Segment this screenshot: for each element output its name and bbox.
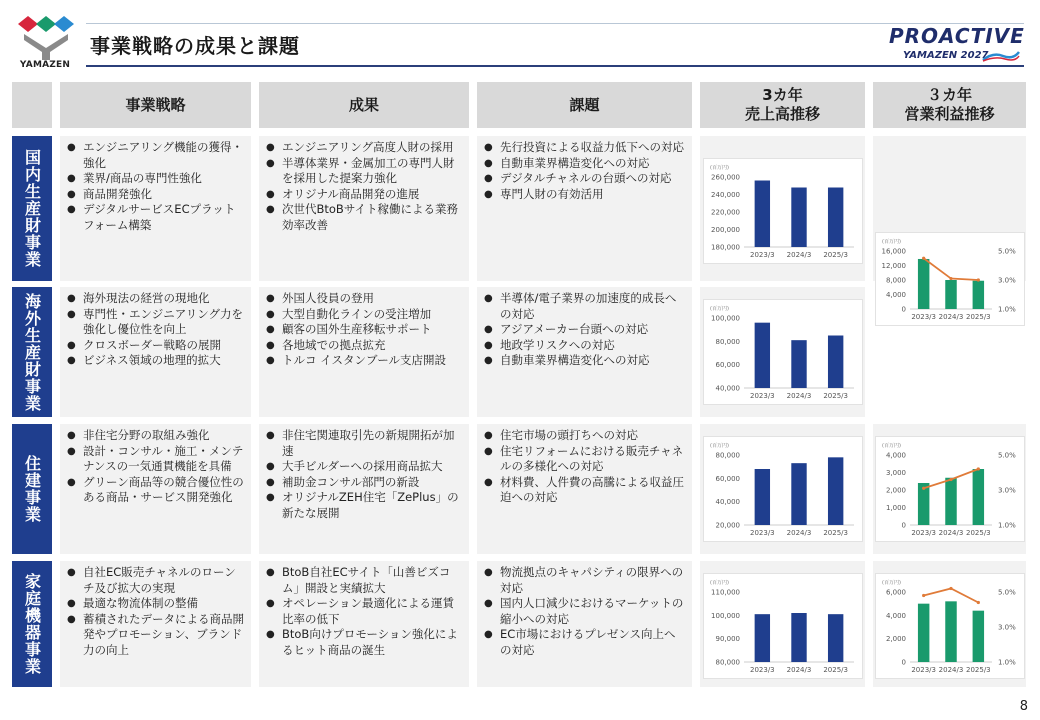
list-item: ● 補助金コンサル部門の新設	[263, 475, 463, 491]
cell-strategy	[60, 424, 251, 554]
bar	[918, 604, 929, 662]
title-rule-bottom	[86, 65, 1024, 67]
unit-label: (百万円)	[882, 443, 901, 449]
list-item: ● オリジナルZEH住宅「ZePlus」の新たな展開	[263, 490, 463, 521]
overseas-sales-chart	[704, 300, 862, 404]
column-header-sales: 3カ年 売上高推移	[700, 82, 865, 128]
brand-sub: YAMAZEN 2027	[903, 50, 989, 61]
list-item: ● 商品開発強化	[64, 187, 245, 203]
proactive-brand-logo	[885, 24, 1025, 64]
list-item: ● 専門性・エンジニアリング力を強化し優位性を向上	[64, 307, 245, 338]
y-tick-label: 16,000	[881, 247, 906, 256]
list-item: ● 蓄積されたデータによる商品開発やプロモーション、ブランド力の向上	[64, 612, 245, 659]
y-tick-label: 80,000	[715, 337, 740, 346]
rate-point	[922, 257, 925, 260]
cell-results	[259, 287, 469, 417]
wave-icon	[981, 50, 1021, 62]
bar	[918, 259, 929, 309]
bar	[791, 188, 806, 248]
list-item: ● 自動車業界構造変化への対応	[481, 156, 686, 172]
x-tick-label: 2025/3	[966, 666, 991, 674]
list-item: ● 住宅市場の頭打ちへの対応	[481, 428, 686, 444]
list-item: ● デジタルサービスECプラットフォーム構築	[64, 202, 245, 233]
y-tick-label: 90,000	[715, 635, 740, 644]
rate-point	[977, 601, 980, 604]
y-tick-label: 40,000	[715, 384, 740, 393]
rate-tick-label: 3.0%	[998, 623, 1016, 632]
cell-strategy	[60, 287, 251, 417]
list-item: ● グリーン商品等の競合優位性のある商品・サービス開発強化	[64, 475, 245, 506]
y-tick-label: 260,000	[711, 173, 740, 182]
bar	[973, 281, 984, 309]
header-corner	[12, 82, 52, 128]
column-header-issues: 課題	[477, 82, 692, 128]
list-item: ● オリジナル商品開発の進展	[263, 187, 463, 203]
x-tick-label: 2024/3	[786, 529, 812, 537]
rate-point	[977, 467, 980, 470]
list-item: ● 大手ビルダーへの採用商品拡大	[263, 459, 463, 475]
y-tick-label: 40,000	[715, 498, 740, 507]
unit-label: (百万円)	[882, 580, 901, 586]
list-item: ● 自動車業界構造変化への対応	[481, 353, 686, 369]
y-tick-label: 1,000	[885, 504, 906, 512]
list-item: ● EC市場におけるプレゼンス向上への対応	[481, 627, 686, 658]
y-tick-label: 60,000	[715, 361, 740, 370]
y-tick-label: 3,000	[885, 469, 906, 477]
list-item: ● オペレーション最適化による運賃比率の低下	[263, 596, 463, 627]
profit-chart-cell	[873, 136, 1026, 321]
bar	[945, 601, 956, 662]
sales-chart-cell	[700, 136, 865, 281]
bar	[755, 181, 770, 248]
bar	[973, 611, 984, 662]
domestic-profit-chart	[876, 233, 1024, 325]
row-label-domestic: 国内生産財事業	[12, 136, 52, 281]
x-tick-label: 2023/3	[750, 392, 775, 400]
y-tick-label: 200,000	[711, 226, 740, 234]
list-item: ● 材料費、人件費の高騰による収益圧迫への対応	[481, 475, 686, 506]
x-tick-label: 2024/3	[938, 313, 964, 321]
column-header-strategy: 事業戦略	[60, 82, 251, 128]
list-item: ● エンジニアリング機能の獲得・強化	[64, 140, 245, 171]
list-item: ● 住宅リフォームにおける販売チャネルの多様化への対応	[481, 444, 686, 475]
bar	[828, 336, 843, 389]
list-item: ● 自社EC販売チャネルのローンチ及び拡大の実現	[64, 565, 245, 596]
list-item: ● 設計・コンサル・施工・メンテナンスの一気通貫機能を具備	[64, 444, 245, 475]
cell-issues	[477, 287, 692, 417]
x-tick-label: 2025/3	[823, 392, 848, 400]
x-tick-label: 2023/3	[911, 529, 936, 537]
x-tick-label: 2023/3	[911, 666, 936, 674]
list-item: ● 最適な物流体制の整備	[64, 596, 245, 612]
x-tick-label: 2024/3	[786, 251, 812, 259]
list-item: ● 半導体/電子業界の加速度的成長への対応	[481, 291, 686, 322]
y-tick-label: 180,000	[711, 243, 740, 252]
row-label-household: 家庭機器事業	[12, 561, 52, 687]
column-header-results: 成果	[259, 82, 469, 128]
brand-main: PROACTIVE	[889, 24, 1025, 48]
title-rule-top	[86, 23, 1024, 24]
x-tick-label: 2023/3	[750, 251, 775, 259]
y-tick-label: 8,000	[885, 276, 906, 285]
y-tick-label: 100,000	[711, 611, 740, 620]
bar	[791, 613, 806, 662]
x-tick-label: 2025/3	[823, 666, 848, 674]
list-item: ● BtoB自社ECサイト「山善ビズコム」開設と実績拡大	[263, 565, 463, 596]
rate-tick-label: 1.0%	[998, 658, 1016, 667]
list-item: ● 国内人口減少におけるマーケットの縮小への対応	[481, 596, 686, 627]
list-item: ● 外国人役員の登用	[263, 291, 463, 307]
rate-tick-label: 5.0%	[998, 588, 1016, 597]
list-item: ● 物流拠点のキャパシティの限界への対応	[481, 565, 686, 596]
rate-point	[977, 278, 980, 281]
list-item: ● デジタルチャネルの台頭への対応	[481, 171, 686, 187]
y-tick-label: 240,000	[711, 191, 740, 199]
list-item: ● エンジニアリング高度人財の採用	[263, 140, 463, 156]
y-tick-label: 80,000	[715, 658, 740, 667]
row-label-overseas: 海外生産財事業	[12, 287, 52, 417]
x-tick-label: 2024/3	[938, 529, 964, 537]
x-tick-label: 2023/3	[911, 313, 936, 321]
y-tick-label: 220,000	[711, 208, 740, 217]
profit-chart-cell	[873, 561, 1026, 687]
x-tick-label: 2024/3	[786, 392, 812, 400]
list-item: ● クロスボーダー戦略の展開	[64, 338, 245, 354]
bar	[791, 463, 806, 525]
y-tick-label: 0	[901, 521, 906, 530]
y-tick-label: 20,000	[715, 521, 740, 530]
rate-tick-label: 3.0%	[998, 486, 1016, 495]
list-item: ● BtoB向けプロモーション強化によるヒット商品の誕生	[263, 627, 463, 658]
cell-results	[259, 561, 469, 687]
rate-point	[922, 594, 925, 597]
rate-tick-label: 1.0%	[998, 305, 1016, 314]
household-sales-chart	[704, 574, 862, 678]
list-item: ● アジアメーカー台頭への対応	[481, 322, 686, 338]
list-item: ● 大型自動化ラインの受注増加	[263, 307, 463, 323]
y-tick-label: 80,000	[715, 451, 740, 460]
list-item: ● 非住宅関連取引先の新規開拓が加速	[263, 428, 463, 459]
bar	[755, 323, 770, 388]
y-tick-label: 6,000	[885, 588, 906, 597]
y-tick-label: 12,000	[881, 262, 906, 270]
unit-label: (百万円)	[710, 580, 729, 586]
household-profit-chart	[876, 574, 1024, 678]
list-item: ● 各地域での拠点拡充	[263, 338, 463, 354]
rate-tick-label: 3.0%	[998, 276, 1016, 285]
y-tick-label: 0	[901, 658, 906, 667]
column-header-profit: ３カ年 営業利益推移	[873, 82, 1026, 128]
bar	[755, 469, 770, 525]
y-tick-label: 2,000	[885, 486, 906, 495]
y-tick-label: 2,000	[885, 635, 906, 644]
sales-chart-cell	[700, 424, 865, 554]
cell-strategy	[60, 136, 251, 281]
rate-point	[922, 487, 925, 490]
bar	[945, 478, 956, 525]
list-item: ● 顧客の国外生産移転サポート	[263, 322, 463, 338]
list-item: ● 地政学リスクへの対応	[481, 338, 686, 354]
y-tick-label: 110,000	[711, 588, 740, 597]
cell-results	[259, 424, 469, 554]
x-tick-label: 2023/3	[750, 529, 775, 537]
list-item: ● 半導体業界・金属加工の専門人財を採用した提案力強化	[263, 156, 463, 187]
unit-label: (百万円)	[882, 239, 901, 245]
rate-point	[949, 478, 952, 481]
rate-point	[949, 277, 952, 280]
y-tick-label: 4,000	[885, 611, 906, 620]
page-title: 事業戦略の成果と課題	[90, 34, 300, 58]
y-tick-label: 0	[901, 305, 906, 314]
list-item: ● 次世代BtoBサイト稼働による業務効率改善	[263, 202, 463, 233]
housing-sales-chart	[704, 437, 862, 541]
bar	[791, 340, 806, 388]
unit-label: (百万円)	[710, 443, 729, 449]
list-item: ● 専門人財の有効活用	[481, 187, 686, 203]
x-tick-label: 2024/3	[938, 666, 964, 674]
x-tick-label: 2025/3	[966, 313, 991, 321]
list-item: ● 海外現法の経営の現地化	[64, 291, 245, 307]
rate-tick-label: 5.0%	[998, 451, 1016, 460]
cell-issues	[477, 561, 692, 687]
cell-issues	[477, 424, 692, 554]
x-tick-label: 2023/3	[750, 666, 775, 674]
list-item: ● トルコ イスタンブール支店開設	[263, 353, 463, 369]
x-tick-label: 2024/3	[786, 666, 812, 674]
x-tick-label: 2025/3	[966, 529, 991, 537]
cell-strategy	[60, 561, 251, 687]
unit-label: (百万円)	[710, 306, 729, 312]
x-tick-label: 2025/3	[823, 529, 848, 537]
rate-line	[924, 589, 979, 603]
row-label-housing: 住建事業	[12, 424, 52, 554]
list-item: ● 業界/商品の専門性強化	[64, 171, 245, 187]
cell-results	[259, 136, 469, 281]
page-number: 8	[1019, 699, 1028, 714]
bar	[828, 188, 843, 248]
logo-text: YAMAZEN	[19, 60, 71, 70]
cell-issues	[477, 136, 692, 281]
bar	[755, 614, 770, 662]
bar	[828, 614, 843, 662]
housing-profit-chart	[876, 437, 1024, 541]
bar	[973, 469, 984, 525]
list-item: ● 先行投資による収益力低下への対応	[481, 140, 686, 156]
bar	[945, 280, 956, 309]
y-tick-label: 4,000	[885, 291, 906, 299]
domestic-sales-chart	[704, 159, 862, 263]
rate-point	[949, 587, 952, 590]
rate-tick-label: 5.0%	[998, 247, 1016, 256]
y-tick-label: 4,000	[885, 451, 906, 460]
list-item: ● 非住宅分野の取組み強化	[64, 428, 245, 444]
profit-chart-cell	[873, 424, 1026, 554]
bar	[828, 457, 843, 525]
x-tick-label: 2025/3	[823, 251, 848, 259]
y-tick-label: 60,000	[715, 474, 740, 483]
rate-line	[924, 258, 979, 280]
rate-tick-label: 1.0%	[998, 521, 1016, 530]
y-tick-label: 100,000	[711, 314, 740, 323]
unit-label: (百万円)	[710, 165, 729, 171]
sales-chart-cell	[700, 287, 865, 417]
list-item: ● ビジネス領域の地理的拡大	[64, 353, 245, 369]
sales-chart-cell	[700, 561, 865, 687]
